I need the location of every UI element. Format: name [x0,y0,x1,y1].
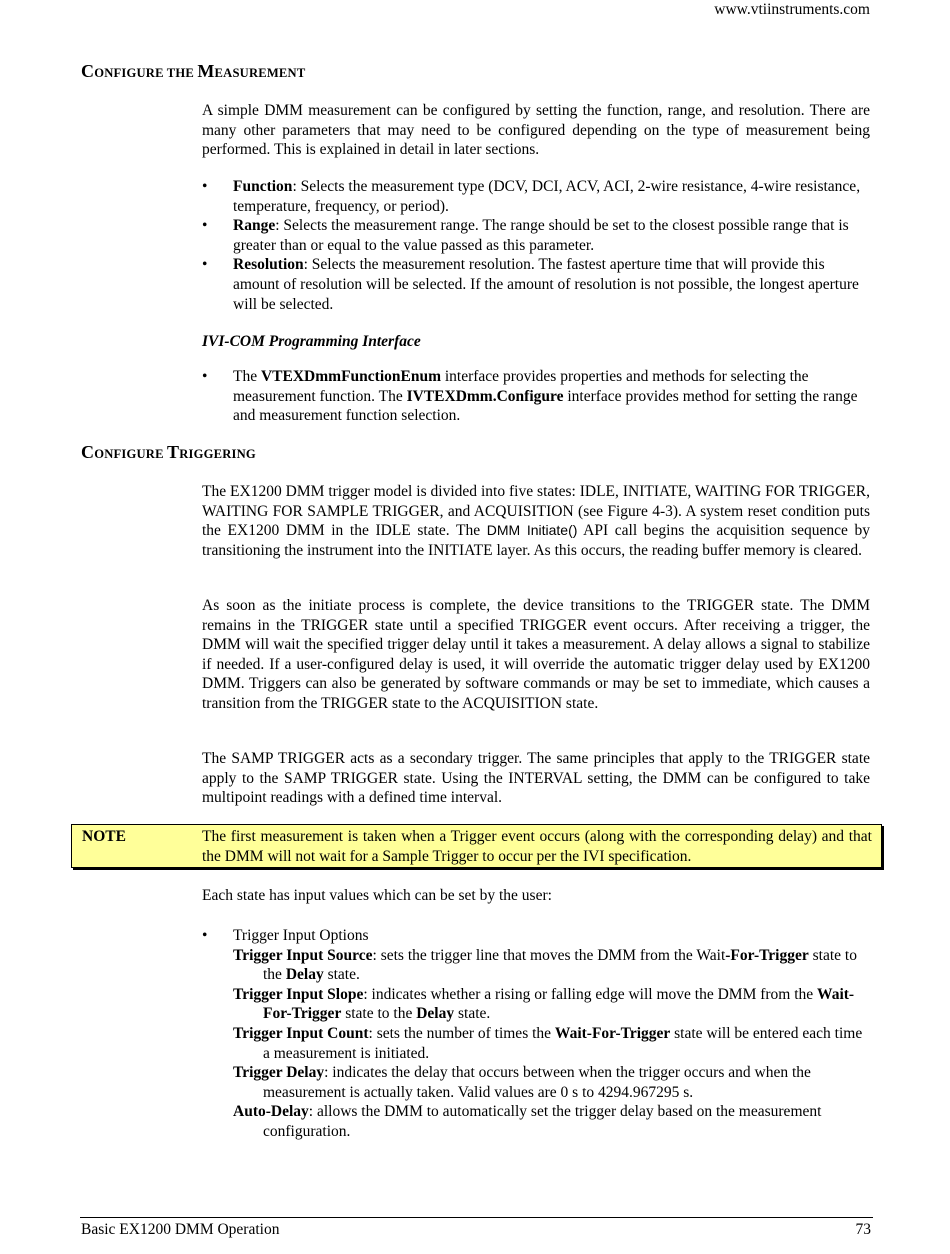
trigger-input-options-list [202,926,870,1142]
footer-title: Basic EX1200 DMM Operation [81,1221,280,1238]
ivi-com-heading: IVI-COM Programming Interface [202,333,421,350]
section-title-configure-triggering: CONFIGURE TRIGGERING [81,442,256,462]
section-title-configure-measurement: CONFIGURE THE MEASUREMENT [81,61,306,81]
list-item: • The VTEXDmmFunctionEnum interface provides properties and methods for selecting the measurement function. The IVTEXDmm.Configure interface provides method for setting the range and measurement function selection. [202,368,858,425]
footer-divider [80,1217,873,1218]
header-url: www.vtiinstruments.com [714,1,870,18]
samp-trigger-paragraph: The SAMP TRIGGER acts as a secondary trigger. The same principles that apply to the TRIGGER state apply to the SAMP TRIGGER state. Using the INTERVAL setting, the DMM can be configured to take multipoint readings with a defined time interval. [202,750,870,807]
intro-paragraph: A simple DMM measurement can be configured by setting the function, range, and resolution. There are many other parameters that may need to be configured depending on the type of measurement being performed. This is explained in detail in later sections. [202,102,870,159]
list-item: • Range: Selects the measurement range. The range should be set to the closest possible range that is greater than or equal to the value passed as this parameter. [202,217,849,254]
option-trigger-input-source: Trigger Input Source: sets the trigger line that moves the DMM from the Wait-For-Trigger state to the Delay state. [233,946,857,984]
list-item: • Resolution: Selects the measurement resolution. The fastest aperture time that will provide this amount of resolution will be selected. If the amount of resolution is not possible, the longest aperture will be selected. [202,256,859,313]
option-trigger-input-slope: Trigger Input Slope: indicates whether a rising or falling edge will move the DMM from the Wait-For-Trigger state to the Delay state. [233,985,855,1023]
option-trigger-input-count: Trigger Input Count: sets the number of times the Wait-For-Trigger state will be entered each time a measurement is initiated. [233,1024,863,1062]
list-item: • Trigger Input Options Trigger Input Source: sets the trigger line that moves the DMM from the Wait-For-Trigger state to the Delay state. Trigger Input Slope: indicates whether a rising or falling edge will move the DMM from the Wait-For-Trigger state to the Delay state. Trigger Input Count: sets the number of times the Wait-For-Trigger state will be entered each time a measurement is initiated. Trigger Delay: indicates the delay that occurs between when the trigger occurs and when the measurement is actually taken. Valid values are 0 s to 4294.967295 s. Auto-Delay: allows the DMM to automatically set the trigger delay based on the measurement configuration. [202,926,870,1142]
list-item: • Function: Selects the measurement type (DCV, DCI, ACV, ACI, 2-wire resistance, 4-wire resistance, temperature, frequency, or period). [202,178,861,215]
option-auto-delay: Auto-Delay: allows the DMM to automatically set the trigger delay based on the measurement configuration. [233,1103,822,1140]
option-trigger-delay: Trigger Delay: indicates the delay that occurs between when the trigger occurs and when the measurement is actually taken. Valid values are 0 s to 4294.967295 s. [233,1064,811,1101]
note-box [71,824,882,868]
options-heading: Trigger Input Options [233,927,369,944]
note-label: NOTE [82,828,126,845]
note-text: The first measurement is taken when a Trigger event occurs (along with the corresponding delay) and that the DMM will not wait for a Sample Trigger to occur per the IVI specification. [202,828,872,865]
trigger-model-paragraph: The EX1200 DMM trigger model is divided into five states: IDLE, INITIATE, WAITING FOR TRIGGER, WAITING FOR SAMPLE TRIGGER, and ACQUISITION (see Figure 4-3). A system reset condition puts the EX1200 DMM in the IDLE state. The DMM Initiate() API call begins the acquisition sequence by transitioning the instrument into the INITIATE layer. As this occurs, the reading buffer memory is cleared. [202,483,870,559]
state-inputs-paragraph: Each state has input values which can be set by the user: [202,887,552,904]
ivi-com-list [202,367,870,426]
page-number: 73 [855,1221,871,1238]
trigger-state-paragraph: As soon as the initiate process is complete, the device transitions to the TRIGGER state. The DMM remains in the TRIGGER state until a specified TRIGGER event occurs. After receiving a trigger, the DMM will wait the specified trigger delay until it takes a measurement. A delay allows a signal to stabilize if needed. If a user-configured delay is used, it will override the automatic trigger delay used by EX1200 DMM. Triggers can also be generated by software commands or may be set to immediate, which causes a transition from the TRIGGER state to the ACQUISITION state. [202,597,870,712]
measurement-parameter-list [202,177,870,314]
